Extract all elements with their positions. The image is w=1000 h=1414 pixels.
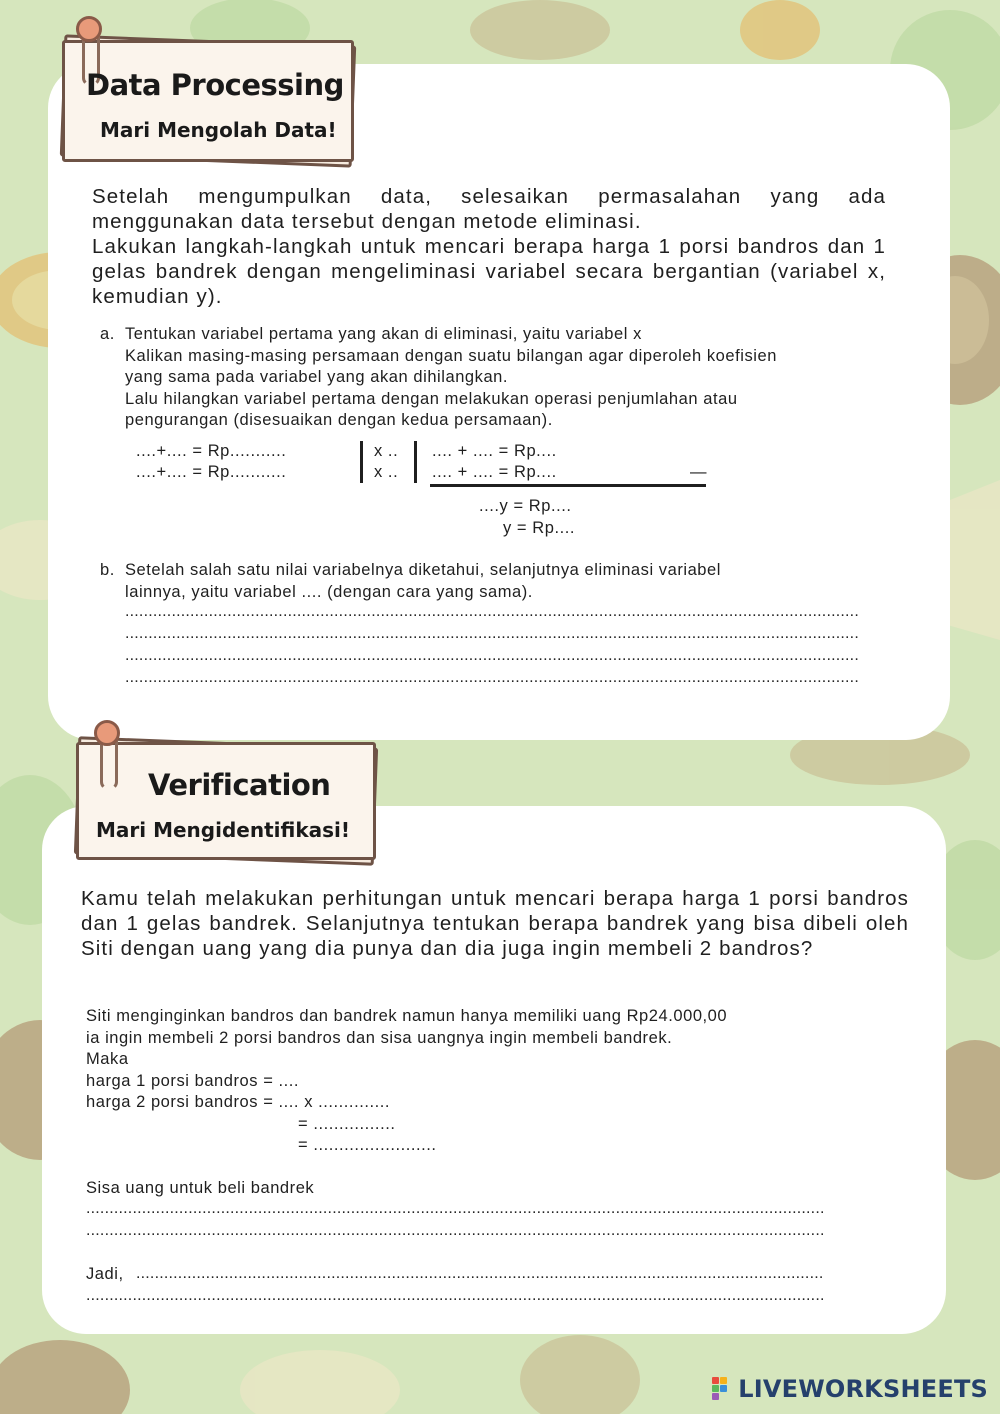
equation-1: ....+.... = Rp........... [136, 442, 287, 460]
liveworksheets-watermark [712, 1375, 988, 1403]
result-equation-2: .... + .... = Rp.... [432, 463, 557, 481]
multiplier-bar-left [360, 441, 363, 483]
remainder-label: Sisa uang untuk beli bandrek [86, 1179, 315, 1197]
result-y-value: y = Rp.... [503, 519, 575, 537]
problem-line: Siti menginginkan bandros dan bandrek namun hanya memiliki uang Rp24.000,00 [86, 1007, 728, 1025]
minus-operator: — [690, 463, 708, 481]
conclusion-label: Jadi, [86, 1265, 124, 1283]
calc-line[interactable]: = ........................ [298, 1136, 437, 1154]
subtraction-line [430, 484, 706, 487]
result-equation-1: .... + .... = Rp.... [432, 442, 557, 460]
step-b-line: Setelah salah satu nilai variabelnya diketahui, selanjutnya eliminasi variabel [125, 561, 721, 579]
section-subtitle: Mari Mengidentifikasi! [96, 818, 350, 842]
section-title: Verification [148, 768, 331, 802]
equation-2: ....+.... = Rp........... [136, 463, 287, 481]
step-a-line: yang sama pada variabel yang akan dihilangkan. [125, 368, 509, 386]
result-y-coefficient: ....y = Rp.... [479, 497, 572, 515]
step-a-line: Lalu hilangkan variabel pertama dengan melakukan operasi penjumlahan atau [125, 389, 738, 408]
answer-line[interactable]: .............................................................................................................................................................. [125, 603, 859, 620]
verification-tag [76, 742, 376, 860]
step-a-line: pengurangan (disesuaikan dengan kedua persamaan). [125, 411, 553, 429]
pin-icon [94, 720, 120, 746]
multiplier-1: x .. [374, 442, 399, 460]
intro-paragraph-1: Setelah mengumpulkan data, selesaikan permasalahan yang ada menggunakan data tersebut dengan metode eliminasi. [92, 185, 886, 233]
answer-line[interactable]: .............................................................................................................................................................. [125, 669, 859, 686]
answer-line[interactable]: ............................................................................................................................................................... [86, 1222, 825, 1239]
answer-line[interactable]: ............................................................................................................................................................... [86, 1200, 825, 1217]
step-a-marker: a. [100, 325, 115, 343]
step-b-line: lainnya, yaitu variabel .... (dengan cara yang sama). [125, 582, 533, 601]
answer-line[interactable]: ............................................................................................................................................................... [86, 1287, 825, 1304]
answer-line[interactable]: .............................................................................................................................................................. [125, 647, 859, 664]
answer-line[interactable]: .............................................................................................................................................................. [125, 625, 859, 642]
step-b-marker: b. [100, 561, 115, 579]
problem-line: harga 2 porsi bandros = .... x .............. [86, 1093, 391, 1111]
data-processing-tag [62, 40, 354, 162]
problem-line: ia ingin membeli 2 porsi bandros dan sisa uangnya ingin membeli bandrek. [86, 1028, 673, 1047]
step-a-line: Tentukan variabel pertama yang akan di eliminasi, yaitu variabel x [125, 325, 642, 343]
verification-intro: Kamu telah melakukan perhitungan untuk mencari berapa harga 1 porsi bandros dan 1 gelas bandrek. Selanjutnya tentukan berapa bandrek yang bisa dibeli oleh Siti dengan uang yang dia punya dan dia juga ingin membeli 2 bandros? [81, 887, 909, 960]
pin-icon [76, 16, 102, 42]
multiplier-2: x .. [374, 463, 399, 481]
section-title: Data Processing [86, 68, 344, 102]
section-subtitle: Mari Mengolah Data! [100, 118, 337, 142]
watermark-text: LIVEWORKSHEETS [738, 1375, 988, 1403]
multiplier-bar-right [414, 441, 417, 483]
step-a-line: Kalikan masing-masing persamaan dengan suatu bilangan agar diperoleh koefisien [125, 346, 777, 365]
problem-line: Maka [86, 1050, 129, 1068]
answer-line[interactable]: .................................................................................................................................................... [136, 1265, 824, 1282]
calc-line[interactable]: = ................ [298, 1114, 396, 1133]
intro-paragraph-2: Lakukan langkah-langkah untuk mencari berapa harga 1 porsi bandros dan 1 gelas bandrek dengan mengeliminasi variabel secara bergantian (variabel x, kemudian y). [92, 235, 886, 308]
liveworksheets-logo-icon [712, 1377, 734, 1401]
problem-line: harga 1 porsi bandros = .... [86, 1071, 300, 1090]
